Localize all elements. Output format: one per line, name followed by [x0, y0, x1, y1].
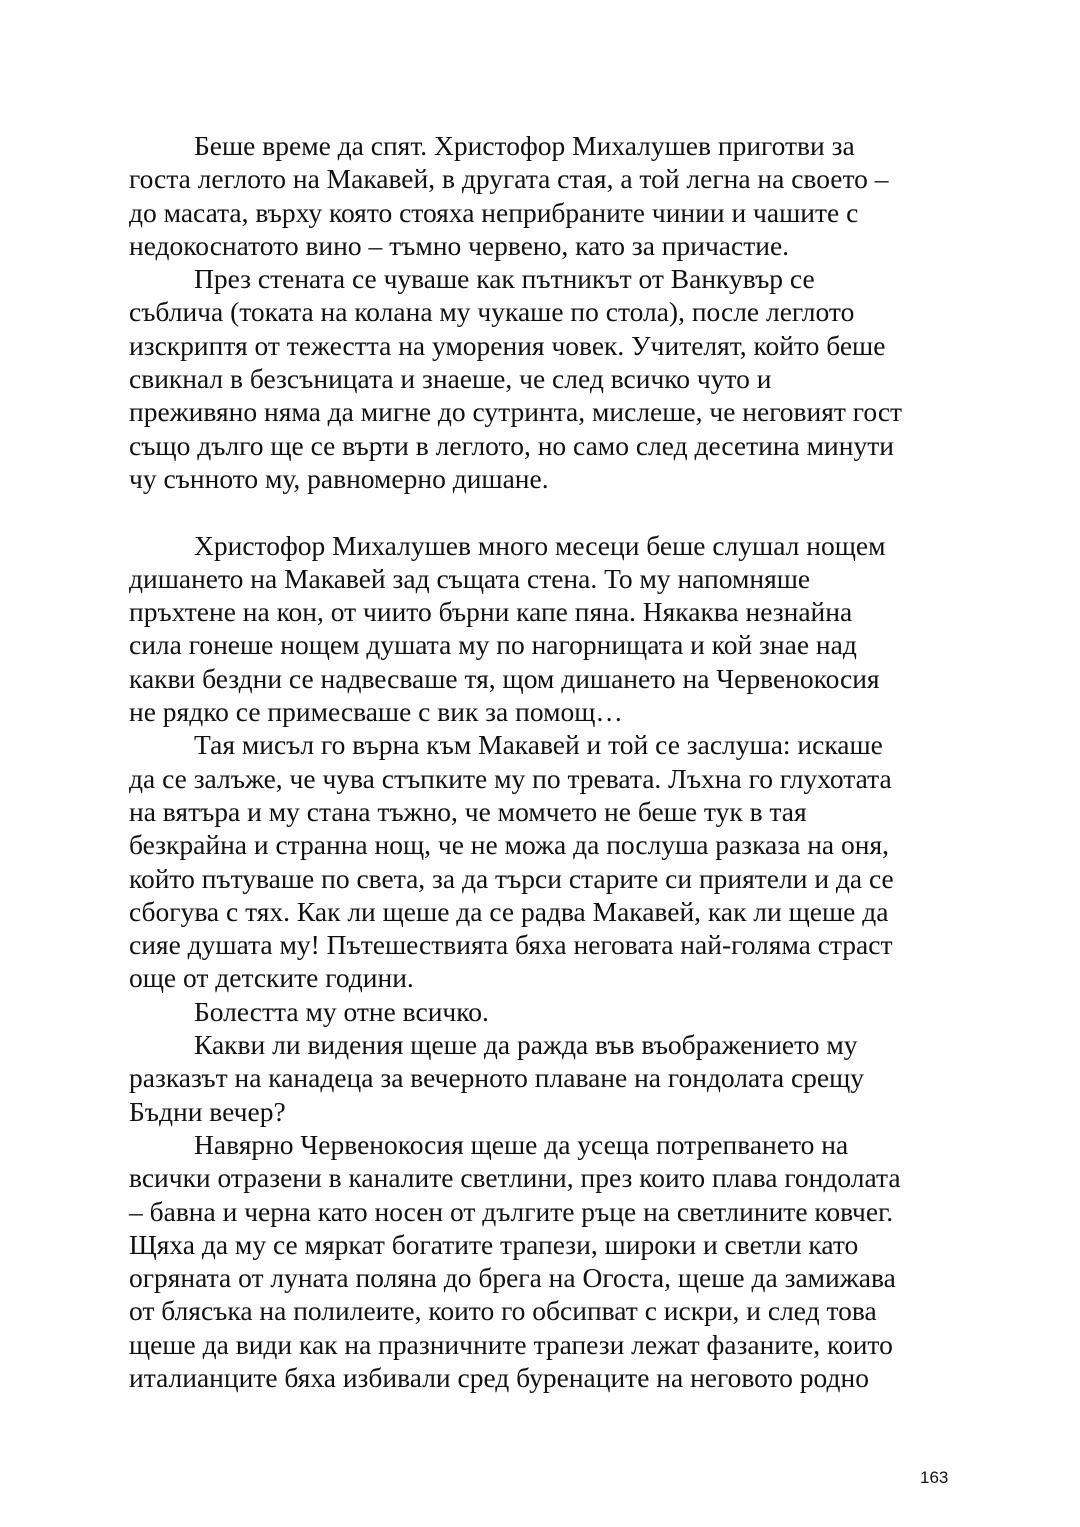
- text-line: да се залъже, че чува стъпките му по тревата. Лъхна го глухотата: [129, 762, 892, 794]
- text-line: Какви ли видения щеше да ражда във въображението му: [194, 1029, 858, 1061]
- text-line: пръхтене на кон, от чиито бърни капе пяна. Някаква незнайна: [129, 596, 853, 628]
- text-line: свикнал в безсъницата и знаеше, че след всичко чуто и: [129, 363, 772, 395]
- text-line: безкрайна и странна нощ, че не можа да послуша разказа на оня,: [129, 829, 889, 861]
- text-line: Щяха да му се мяркат богатите трапези, широки и светли като: [129, 1228, 859, 1260]
- text-line: преживяно няма да мигне до сутринта, мислеше, че неговият гост: [129, 396, 903, 428]
- text-line: от блясъка на полилеите, които го обсипват с искри, и след това: [129, 1295, 877, 1327]
- text-line: всички отразени в каналите светлини, през които плава гондолата: [129, 1162, 901, 1194]
- text-line: италианците бяха избивали сред буренаците на неговото родно: [129, 1361, 869, 1393]
- text-line: – бавна и черна като носен от дългите ръце на светлините ковчег.: [129, 1195, 894, 1227]
- text-line: разказът на канадеца за вечерното плаване на гондолата срещу: [129, 1062, 865, 1094]
- text-line: сияе душата му! Пътешествията бяха неговата най-голяма страст: [129, 929, 893, 961]
- text-line: сбогува с тях. Как ли щеше да се радва Макавей, как ли щеше да: [129, 895, 889, 927]
- text-line: щеше да види как на празничните трапези лежат фазаните, които: [129, 1328, 893, 1360]
- text-line: не рядко се примесваше с вик за помощ…: [129, 696, 623, 728]
- text-line: огряната от луната поляна до брега на Огоста, щеше да замижава: [129, 1262, 896, 1294]
- text-line: Бъдни вечер?: [129, 1095, 286, 1127]
- text-line: до масата, върху която стояха неприбраните чинии и чашите с: [129, 196, 859, 228]
- text-line: Навярно Червенокосия щеше да усеща потрепването на: [194, 1128, 849, 1160]
- text-line: Беше време да спят. Христофор Михалушев приготви за: [194, 130, 855, 161]
- text-line: госта леглото на Макавей, в другата стая, а той легна на своето –: [129, 163, 889, 195]
- text-line: чу сънното му, равномерно дишане.: [129, 462, 549, 494]
- text-line: какви бездни се надвесваше тя, щом дишането на Червенокосия: [129, 662, 880, 694]
- section-break: [129, 495, 959, 528]
- text-line: който пътуваше по света, за да търси старите си приятели и да се: [129, 862, 894, 894]
- text-line: на вятъра и му стана тъжно, че момчето не беше тук в тая: [129, 795, 807, 827]
- text-line: сила гонеше нощем душата му по нагорнищата и кой знае над: [129, 629, 857, 661]
- text-line: съблича (токата на колана му чукаше по стола), после леглото: [129, 296, 855, 328]
- body-text: [129, 129, 959, 1394]
- text-line: През стената се чуваше как пътникът от Ванкувър се: [194, 263, 815, 295]
- text-line: Тая мисъл го върна към Макавей и той се заслуша: искаше: [194, 729, 883, 761]
- text-line: дишането на Макавей зад същата стена. То му напомняше: [129, 562, 811, 594]
- text-line: още от детските години.: [129, 962, 414, 994]
- text-line: Болестта му отне всичко.: [194, 995, 489, 1027]
- text-line: също дълго ще се върти в леглото, но само след десетина минути: [129, 429, 894, 461]
- text-line: Христофор Михалушев много месеци беше слушал нощем: [194, 529, 886, 561]
- page-number: 163: [920, 1468, 949, 1487]
- text-line: изскриптя от тежестта на уморения човек. Учителят, който беше: [129, 329, 886, 361]
- text-line: недокоснатото вино – тъмно червено, като за причастие.: [129, 229, 790, 261]
